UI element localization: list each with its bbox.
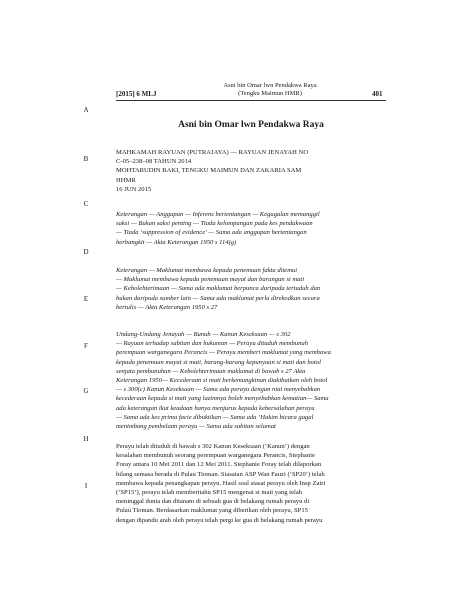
catchwords-evidence-information	[116, 266, 386, 312]
court-info-line: C-05–238–08 TAHUN 2014	[116, 158, 192, 166]
catchword-line: — Tiada ‘suppression of evidence’ — Sama ada anggapan bertentangan	[116, 229, 307, 237]
catchword-line: kepada penemuan mayat si mati, barang-barang kepunyaan si mati dan botol	[116, 358, 321, 366]
court-info-line: 16 JUN 2015	[116, 185, 152, 193]
catchwords-criminal-law	[116, 330, 386, 431]
headnote-paragraph	[116, 442, 386, 525]
catchword-line: Keterangan — Maklumat membawa kepada penemuan fakta ditemui	[116, 267, 298, 274]
catchword-line: berbangkit — Akta Keterangan 1950 s 114(g)	[116, 238, 237, 246]
catchwords-evidence-presumption	[116, 210, 386, 247]
paragraph-line: kesalahan membunuh seorang perempuan warganegara Perancis, Stephanie	[116, 452, 315, 460]
paragraph-line: Foray antara 10 Mei 2011 dan 12 Mei 2011. Stephanie Foray telah dilaporkan	[116, 461, 322, 469]
catchword-line: bertulis — Akta Keterangan 1950 s 27	[116, 303, 218, 311]
court-info-line: MAHKAMAH RAYUAN (PUTRAJAYA) — RAYUAN JENAYAH NO	[116, 149, 309, 156]
catchword-line: saksi — Bukan saksi penting — Tiada kelompangan pada kes pendakwaan	[116, 220, 313, 228]
case-title: Asni bin Omar lwn Pendakwa Raya	[178, 120, 324, 130]
court-info-line: MOHTARUDIN BAKI, TENGKU MAIMUN DAN ZAKARIA SAM	[116, 167, 302, 175]
catchword-line: Keterangan 1950— Kecederaan si mati berkemungkinan diakibatkan oleh botol	[116, 377, 328, 385]
catchword-line: — s 300(c) Kanun Keseksaan — Sama ada perayu dengan niat menyebabkan	[116, 386, 321, 394]
catchword-line: — Sama ada kes prima facie dibuktikan — Sama ada ‘Hakim bicara gagal	[116, 413, 314, 421]
catchword-line: — Kebolehterimaan — Sama ada maklumat berpunca daripada tertuduh dan	[116, 285, 321, 293]
margin-letter-h: H	[83, 435, 89, 443]
margin-letter-c: C	[83, 200, 89, 208]
header-rule	[116, 100, 386, 101]
header-citation: [2015] 6 MLJ	[116, 90, 157, 98]
paragraph-line: meninggal dunia dan ditanam di sebuah gua di belakang rumah perayu di	[116, 498, 310, 506]
court-info-line: HHMR	[116, 176, 136, 184]
catchword-line: perempuan warganegara Perancis — Perayu memberi maklumat yang membawa	[116, 349, 331, 357]
catchword-line: — Maklumat membawa kepada penemuan mayat dan barangan si mati	[116, 276, 305, 284]
catchword-line: Undang-Undang Jenayah — Bunuh — Kanun Keseksaan — s 302	[116, 331, 291, 338]
margin-letter-a: A	[83, 106, 89, 114]
margin-letter-i: I	[84, 482, 88, 490]
catchword-line: senjata pembunuhan — Kebolehterimaan maklumat di bawah s 27 Akta	[116, 367, 306, 375]
court-info	[116, 148, 386, 194]
header-running-title	[200, 82, 340, 98]
paragraph-line: Pulau Tioman. Berdasarkan maklumat yang diberikan oleh perayu, SP15	[116, 507, 308, 515]
catchword-line: — Rayuan terhadap sabitan dan hukuman — Perayu dituduh membunuh	[116, 340, 308, 348]
header-judge: (Tengku Maimun HMR)	[238, 90, 302, 97]
catchword-line: kecederaan kepada si mati yang lazimnya boleh menyebabkan kematian— Sama	[116, 395, 329, 403]
margin-letter-b: B	[83, 155, 89, 163]
margin-letter-d: D	[83, 248, 89, 256]
paragraph-line: membawa kepada penangkapan perayu. Hasil soal siasat perayu oleh Insp Zairi	[116, 479, 326, 487]
paragraph-line: hilang semasa berada di Pulau Tioman. Siasatan ASP Wan Fauzi (‘SP20’) telah	[116, 470, 325, 478]
header-page-number: 401	[372, 90, 383, 98]
margin-letter-f: F	[84, 342, 88, 350]
paragraph-line: (‘SP15’), perayu telah memberitahu SP15 mengenai si mati yang telah	[116, 489, 303, 497]
catchword-line: ada keterangan ikut keadaan hanya menjurus kepada kebersalahan perayu	[116, 404, 315, 412]
catchword-line: menimbang pembelaan perayu — Sama ada sabitan selamat	[116, 423, 276, 431]
margin-letter-g: G	[83, 387, 89, 395]
paragraph-line: Perayu telah dituduh di bawah s 302 Kanun Keseksaan (‘Kanun’) dengan	[116, 443, 310, 450]
header-case-name: Asni bin Omar lwn Pendakwa Raya	[223, 82, 317, 89]
margin-letter-e: E	[83, 295, 89, 303]
paragraph-line: dengan dipandu arah oleh perayu telah pergi ke gua di belakang rumah perayu	[116, 516, 323, 524]
catchword-line: Keterangan — Anggapan — Inferens bertentangan — Kegagalan memanggil	[116, 211, 320, 218]
catchword-line: bukan daripada sumber lain — Sama ada maklumat perlu direkodkan secara	[116, 294, 320, 302]
